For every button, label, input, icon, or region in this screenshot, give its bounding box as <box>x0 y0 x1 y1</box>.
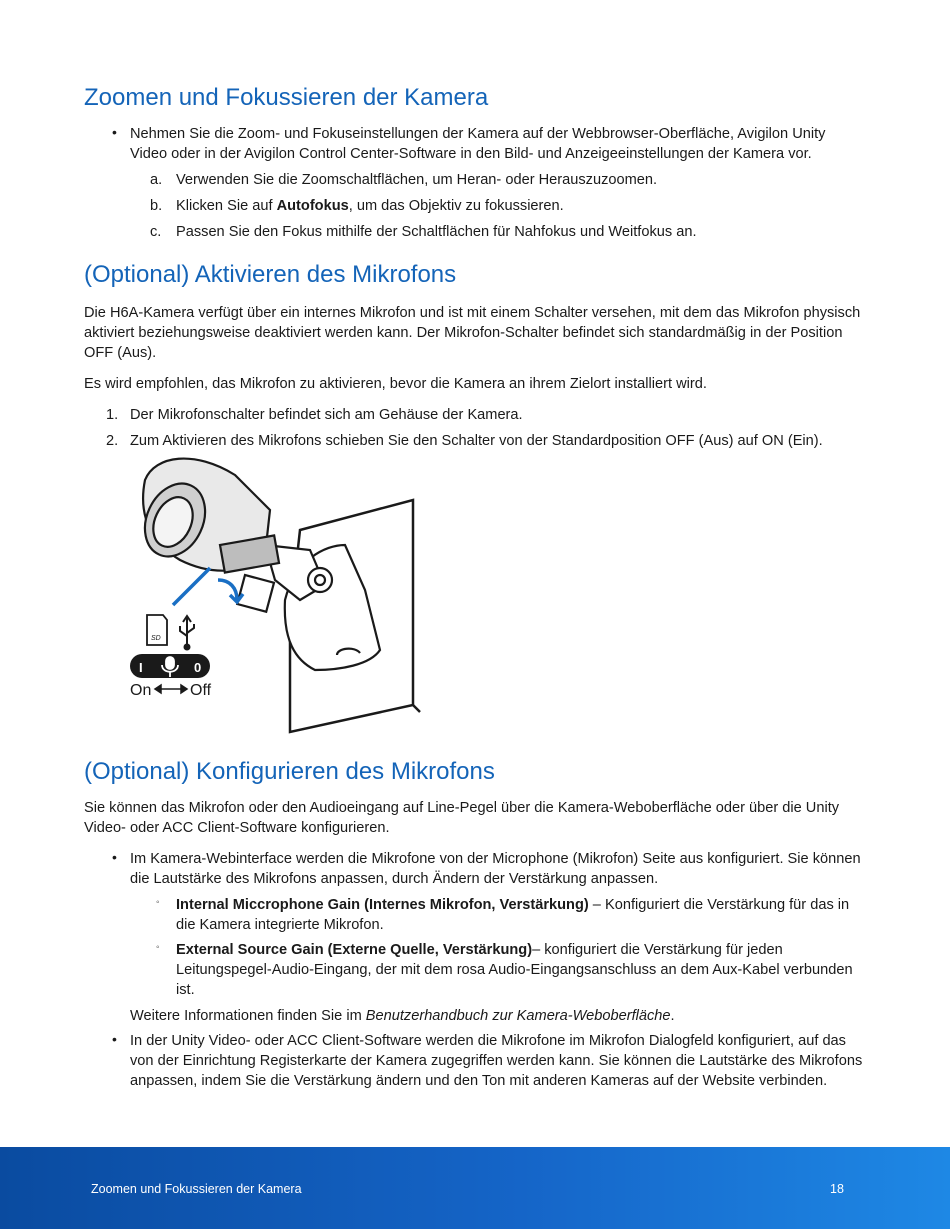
bullet-text: Nehmen Sie die Zoom- und Fokuseinstellungen der Kamera auf der Webbrowser-Oberfläche, Avigilon Unity Video oder in der Avigilon Control Center-Software in den Bild- und Anzeigeeinstellungen der Kamera vor. <box>130 126 826 162</box>
list-marker: a. <box>150 172 163 188</box>
list-item <box>84 222 864 242</box>
list-marker: b. <box>150 198 163 214</box>
sub-bullet-item <box>84 895 864 935</box>
list-item <box>84 405 864 425</box>
double-arrow-icon <box>155 685 187 693</box>
bold-term: External Source Gain (Externe Quelle, Verstärkung) <box>176 942 533 958</box>
list-marker: 2. <box>106 433 119 449</box>
section-heading-configure-mic: (Optional) Konfigurieren des Mikrofons <box>84 758 495 785</box>
page-footer <box>0 1147 950 1229</box>
usb-icon <box>180 616 194 650</box>
paragraph: Sie können das Mikrofon oder den Audioeingang auf Line-Pegel über die Kamera-Weboberfläche oder über die Unity Video- oder ACC Client-Software konfigurieren. <box>84 800 840 836</box>
sub-bullet-text: Internal Miccrophone Gain (Internes Mikrofon, Verstärkung) – Konfiguriert die Verstärkung für das in die Kamera integrierte Mikrofon. <box>176 897 850 933</box>
list-marker: 1. <box>106 407 119 423</box>
bold-term: Autofokus <box>276 198 349 214</box>
sub-bullet-item <box>84 940 864 1000</box>
list-marker: c. <box>150 224 162 240</box>
info-paragraph: Weitere Informationen finden Sie im Benutzerhandbuch zur Kamera-Weboberfläche. <box>130 1008 675 1024</box>
section-heading-zoom: Zoomen und Fokussieren der Kamera <box>84 84 489 111</box>
switch-label-on: On <box>130 682 152 699</box>
paragraph: Es wird empfohlen, das Mikrofon zu aktivieren, bevor die Kamera an ihrem Zielort installiert wird. <box>84 376 707 392</box>
bullet-text: In der Unity Video- oder ACC Client-Software werden die Mikrofone im Mikrofon Dialogfeld konfiguriert, auf das von der Einrichtung Registerkarte der Kamera zugegriffen werden kann. Sie können die Lautstärke des Mikrofons anpassen, indem Sie die Verstärkung ändern und den Ton mit anderen Kameras auf der Website verbinden. <box>130 1033 863 1089</box>
list-text: Passen Sie den Fokus mithilfe der Schaltflächen für Nahfokus und Weitfokus an. <box>176 224 697 240</box>
svg-text:I: I <box>139 660 143 675</box>
bullet-text: Im Kamera-Webinterface werden die Mikrofone von der Microphone (Mikrofon) Seite aus konfiguriert. Sie können die Lautstärke des Mikrofons anpassen, durch Ändern der Verstärkung anpassen. <box>130 851 861 887</box>
footer-title: Zoomen und Fokussieren der Kamera <box>91 1182 302 1196</box>
bold-term: Internal Miccrophone Gain (Internes Mikrofon, Verstärkung) <box>176 897 589 913</box>
sd-card-icon <box>147 615 167 645</box>
bullet-item <box>84 849 864 889</box>
camera-mic-switch-figure <box>125 450 435 740</box>
bullet-dot: • <box>112 849 117 865</box>
bullet-dot: • <box>112 124 117 140</box>
paragraph: Die H6A-Kamera verfügt über ein internes Mikrofon und ist mit einem Schalter versehen, mit dem das Mikrofon physisch aktiviert beziehungsweise deaktiviert werden kann. Der Mikrofon-Schalter befindet sich standardmäßig in der Position OFF (Aus). <box>84 305 861 361</box>
list-text: Klicken Sie auf Autofokus, um das Objektiv zu fokussieren. <box>176 198 564 214</box>
mic-switch-icon <box>130 654 210 678</box>
section-heading-activate-mic: (Optional) Aktivieren des Mikrofons <box>84 261 457 288</box>
list-text: Verwenden Sie die Zoomschaltflächen, um Heran- oder Herauszuzoomen. <box>176 172 658 188</box>
arrow-icon <box>173 568 243 605</box>
page-number: 18 <box>830 1182 844 1196</box>
svg-text:SD: SD <box>151 635 161 642</box>
list-text: Zum Aktivieren des Mikrofons schieben Sie den Schalter von der Standardposition OFF (Aus) auf ON (Ein). <box>130 433 823 449</box>
list-text: Der Mikrofonschalter befindet sich am Gehäuse der Kamera. <box>130 407 523 423</box>
bullet-item <box>84 1031 864 1091</box>
list-item <box>84 431 864 451</box>
list-item <box>84 196 864 216</box>
switch-label-off: Off <box>190 682 212 699</box>
bullet-item <box>84 124 864 164</box>
document-reference: Benutzerhandbuch zur Kamera-Weboberfläche <box>365 1008 671 1024</box>
sub-bullet-marker: ◦ <box>156 942 160 953</box>
camera-body <box>134 459 279 612</box>
list-item <box>84 170 864 190</box>
sub-bullet-marker: ◦ <box>156 897 160 908</box>
bullet-dot: • <box>112 1031 117 1047</box>
svg-text:0: 0 <box>194 660 202 675</box>
sub-bullet-text: External Source Gain (Externe Quelle, Verstärkung)– konfiguriert die Verstärkung für jeden Leitungspegel-Audio-Eingang, der mit dem rosa Audio-Eingangsanschluss an dem Aux-Kabel verbunden ist. <box>176 942 853 998</box>
